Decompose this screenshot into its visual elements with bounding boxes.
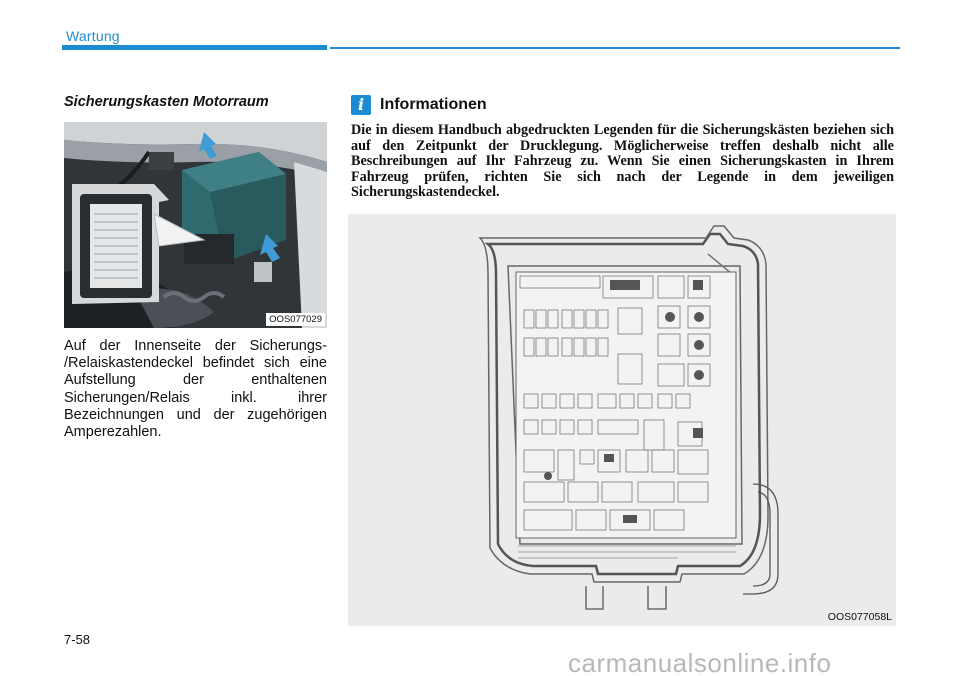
photo-caption: OOS077029 xyxy=(266,313,325,326)
header-rule-thick xyxy=(62,45,327,50)
watermark: carmanualsonline.info xyxy=(568,648,832,676)
diagram-caption: OOS077058L xyxy=(827,611,892,623)
fuse-box-cover-illustration xyxy=(348,214,896,626)
engine-bay-illustration xyxy=(64,122,327,328)
info-paragraph: Die in diesem Handbuch abgedruckten Legenden für die Sicherungskästen beziehen sich auf den Zeitpunkt der Drucklegung. Möglicherweise treffen deshalb nicht alle Beschreibungen auf Ihr Fahrzeug zu. Wenn Sie einen Sicherungskasten in Ihrem Fahrzeug prüfen, richten Sie sich nach der Legende in dem jeweiligen Sicherungskastendeckel. xyxy=(351,122,894,201)
info-title: Informationen xyxy=(380,96,487,113)
section-title: Wartung xyxy=(66,28,120,44)
info-icon: i xyxy=(351,95,371,115)
subheading: Sicherungskasten Motorraum xyxy=(64,94,269,110)
body-paragraph: Auf der Innenseite der Sicherungs- /Relaiskastendeckel befindet sich eine Aufstellung der enthaltenen Sicherungen/Relais inkl. ihrer Bezeichnungen und der zugehörigen Amperezahlen. xyxy=(64,338,327,441)
fuse-box-cover-diagram xyxy=(348,214,896,626)
engine-bay-photo xyxy=(64,122,327,328)
page-number: 7-58 xyxy=(64,632,91,647)
header-rule-thin xyxy=(330,47,900,49)
